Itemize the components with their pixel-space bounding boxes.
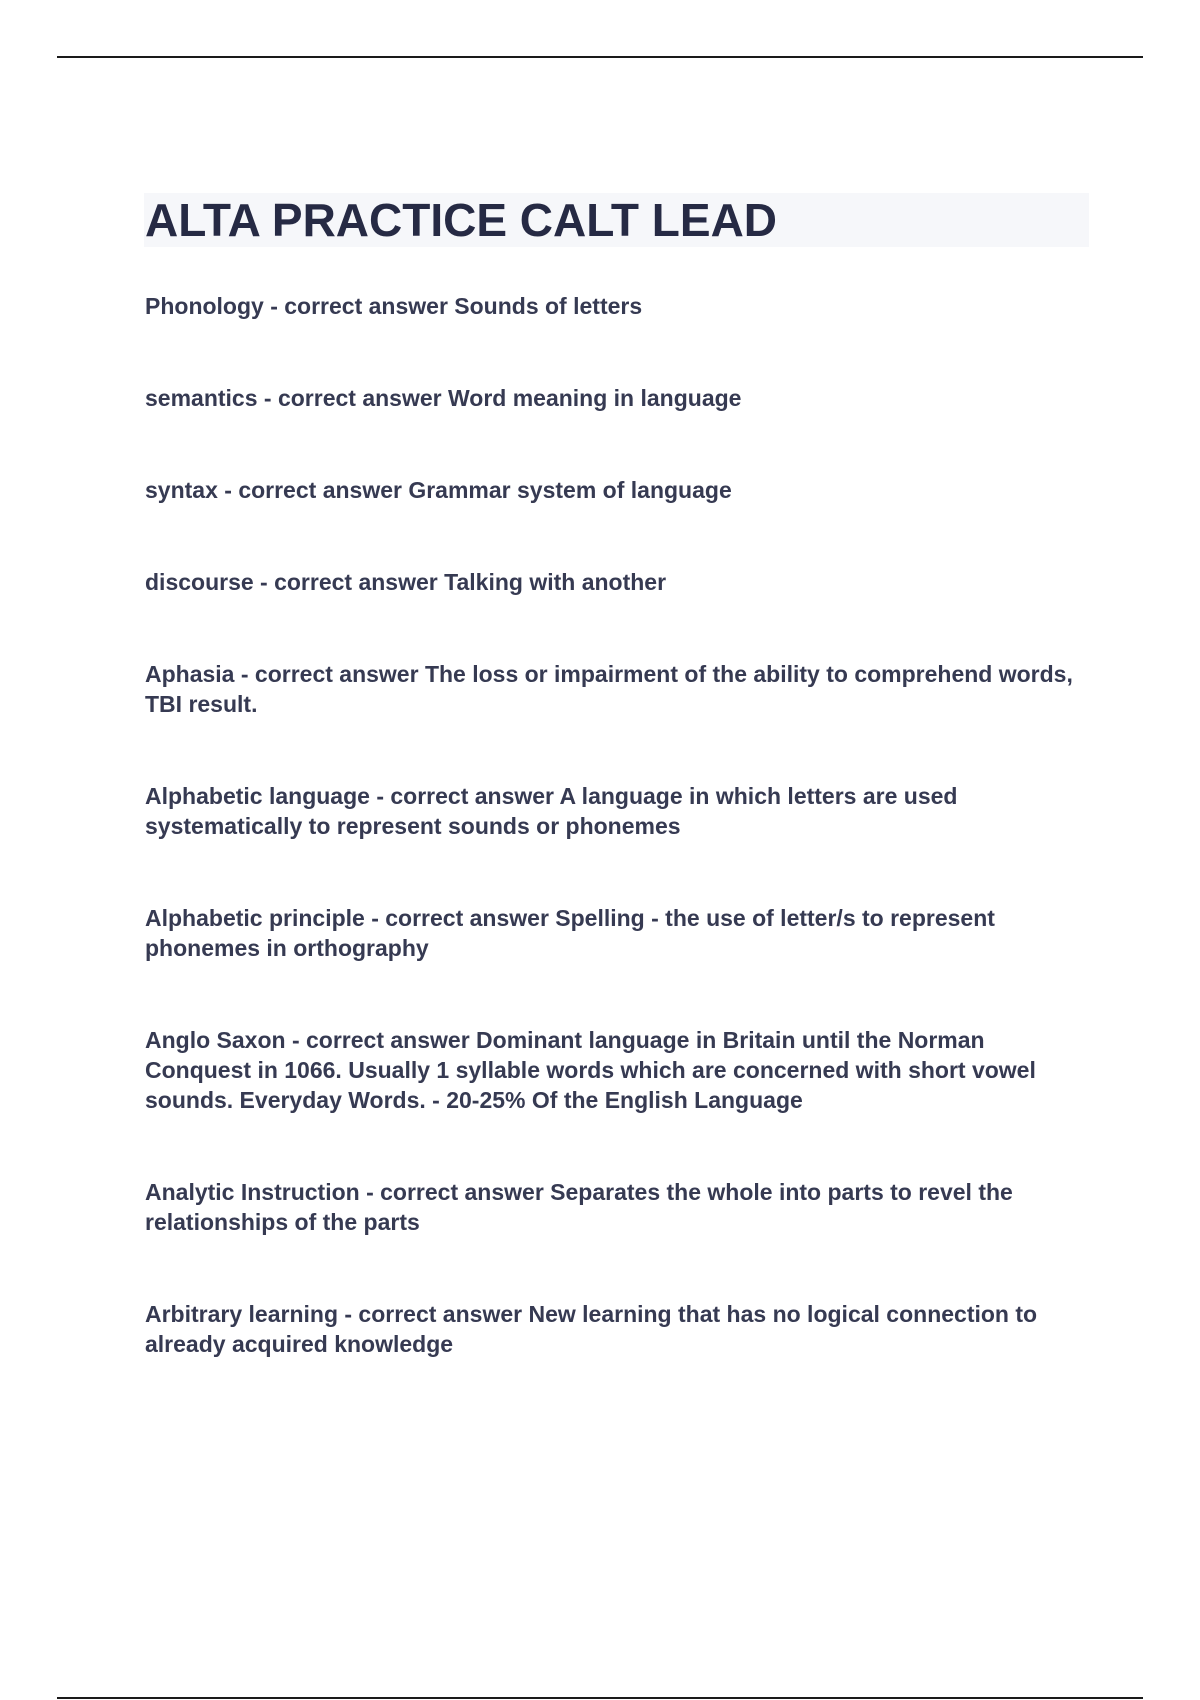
- flashcard-list: [145, 291, 1090, 1359]
- flashcard-entry: discourse - correct answer Talking with another: [145, 569, 667, 595]
- flashcard-entry: Phonology - correct answer Sounds of letters: [145, 293, 643, 319]
- flashcard-entry: Aphasia - correct answer The loss or impairment of the ability to comprehend words, TBI result.: [145, 661, 1073, 717]
- document-title: ALTA PRACTICE CALT LEAD: [145, 194, 778, 246]
- flashcard-entry: semantics - correct answer Word meaning in language: [145, 385, 742, 411]
- footer-rule: [57, 1697, 1143, 1699]
- flashcard-entry: Anglo Saxon - correct answer Dominant language in Britain until the Norman Conquest in 1066. Usually 1 syllable words which are concerned with short vowel sounds. Everyday Words. - 20-25% Of the English Language: [145, 1027, 1036, 1113]
- flashcard-entry: Alphabetic principle - correct answer Spelling - the use of letter/s to represent phonemes in orthography: [145, 905, 995, 961]
- flashcard-entry: Alphabetic language - correct answer A language in which letters are used systematically to represent sounds or phonemes: [145, 783, 958, 839]
- flashcard-entry: Arbitrary learning - correct answer New learning that has no logical connection to already acquired knowledge: [145, 1301, 1038, 1357]
- header-rule: [57, 56, 1143, 58]
- flashcard-entry: syntax - correct answer Grammar system of language: [145, 477, 732, 503]
- flashcard-entry: Analytic Instruction - correct answer Separates the whole into parts to revel the relationships of the parts: [145, 1179, 1013, 1235]
